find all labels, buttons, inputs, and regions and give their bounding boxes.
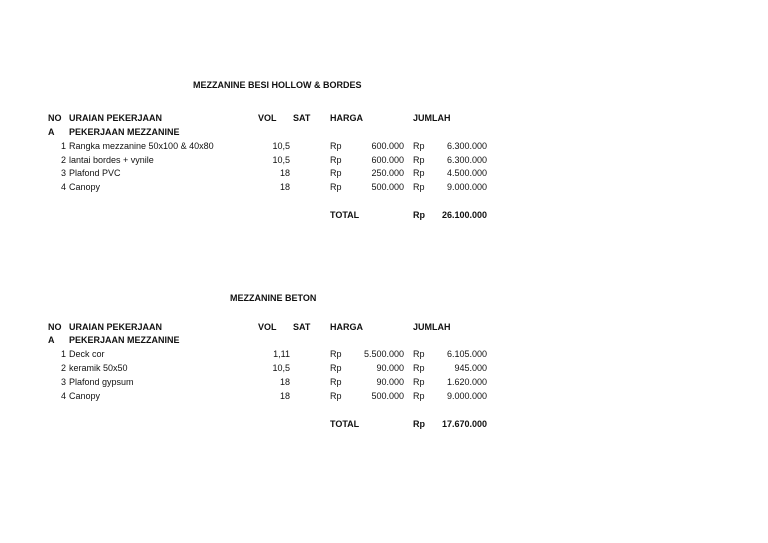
row-harga: 500.000 <box>371 391 404 401</box>
row-vol: 18 <box>279 168 290 178</box>
group-name: PEKERJAAN MEZZANINE <box>69 335 180 345</box>
group-code: A <box>48 335 55 345</box>
group-name: PEKERJAAN MEZZANINE <box>69 127 180 137</box>
header-no: NO <box>48 113 62 123</box>
row-no: 2 <box>60 363 66 373</box>
row-uraian: Deck cor <box>69 349 105 359</box>
total-label: TOTAL <box>330 419 360 429</box>
row-uraian: Canopy <box>69 391 101 401</box>
row-currency: Rp <box>330 377 342 387</box>
section-title: MEZZANINE BESI HOLLOW & BORDES <box>193 80 362 90</box>
row-jumlah: 6.105.000 <box>446 349 487 359</box>
row-harga: 600.000 <box>371 155 404 165</box>
row-uraian: Plafond PVC <box>69 168 121 178</box>
header-harga: HARGA <box>330 113 363 123</box>
total-value: 26.100.000 <box>441 210 487 220</box>
row-currency: Rp <box>413 168 425 178</box>
row-no: 3 <box>60 377 66 387</box>
total-value: 17.670.000 <box>441 419 487 429</box>
row-currency: Rp <box>330 168 342 178</box>
row-currency: Rp <box>413 349 425 359</box>
row-vol: 18 <box>279 391 290 401</box>
header-harga: HARGA <box>330 322 363 332</box>
row-harga: 90.000 <box>376 377 404 387</box>
row-jumlah: 945.000 <box>454 363 487 373</box>
group-code: A <box>48 127 55 137</box>
row-jumlah: 6.300.000 <box>446 155 487 165</box>
row-vol: 18 <box>279 182 290 192</box>
row-uraian: Plafond gypsum <box>69 377 134 387</box>
header-jumlah: JUMLAH <box>413 113 451 123</box>
row-no: 2 <box>60 155 66 165</box>
row-no: 1 <box>60 349 66 359</box>
row-currency: Rp <box>413 363 425 373</box>
row-currency: Rp <box>413 141 425 151</box>
row-vol: 10,5 <box>272 363 290 373</box>
row-no: 3 <box>60 168 66 178</box>
row-currency: Rp <box>413 155 425 165</box>
row-vol: 1,11 <box>273 349 290 359</box>
row-currency: Rp <box>413 377 425 387</box>
row-no: 4 <box>60 182 66 192</box>
row-uraian: Canopy <box>69 182 101 192</box>
row-harga: 250.000 <box>371 168 404 178</box>
row-uraian: keramik 50x50 <box>69 363 128 373</box>
header-vol: VOL <box>258 113 277 123</box>
row-jumlah: 1.620.000 <box>446 377 487 387</box>
row-uraian: Rangka mezzanine 50x100 & 40x80 <box>69 141 214 151</box>
section-title: MEZZANINE BETON <box>230 293 317 303</box>
row-uraian: lantai bordes + vynile <box>69 155 154 165</box>
row-no: 4 <box>60 391 66 401</box>
header-sat: SAT <box>293 113 311 123</box>
row-vol: 18 <box>279 377 290 387</box>
total-currency: Rp <box>413 210 425 220</box>
row-currency: Rp <box>413 391 425 401</box>
row-no: 1 <box>60 141 66 151</box>
header-no: NO <box>48 322 62 332</box>
total-currency: Rp <box>413 419 425 429</box>
header-sat: SAT <box>293 322 311 332</box>
header-uraian: URAIAN PEKERJAAN <box>69 113 163 123</box>
header-jumlah: JUMLAH <box>413 322 451 332</box>
row-currency: Rp <box>330 349 342 359</box>
row-harga: 90.000 <box>376 363 404 373</box>
total-label: TOTAL <box>330 210 360 220</box>
header-uraian: URAIAN PEKERJAAN <box>69 322 163 332</box>
row-jumlah: 9.000.000 <box>446 182 487 192</box>
header-vol: VOL <box>258 322 277 332</box>
row-jumlah: 4.500.000 <box>446 168 487 178</box>
row-vol: 10,5 <box>272 141 290 151</box>
row-currency: Rp <box>330 141 342 151</box>
row-vol: 10,5 <box>272 155 290 165</box>
row-currency: Rp <box>330 363 342 373</box>
row-jumlah: 6.300.000 <box>446 141 487 151</box>
row-harga: 5.500.000 <box>363 349 404 359</box>
row-currency: Rp <box>330 155 342 165</box>
row-currency: Rp <box>413 182 425 192</box>
row-currency: Rp <box>330 391 342 401</box>
row-jumlah: 9.000.000 <box>446 391 487 401</box>
row-harga: 600.000 <box>371 141 404 151</box>
row-currency: Rp <box>330 182 342 192</box>
row-harga: 500.000 <box>371 182 404 192</box>
